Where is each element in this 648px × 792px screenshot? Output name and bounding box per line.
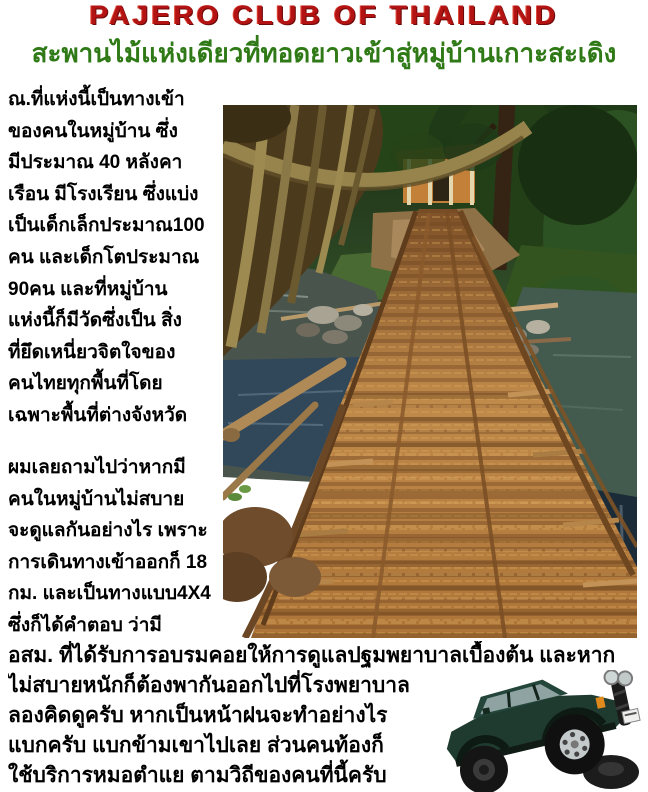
bridge-photo-art bbox=[223, 105, 637, 638]
text-line: ณ.ที่แห่งนี้เป็นทางเข้า bbox=[8, 89, 185, 110]
bridge-photo bbox=[223, 105, 637, 638]
text-line: ใช้บริการหมอตำแย ตามวิถีของคนที่นี้ครับ bbox=[8, 764, 387, 787]
text-line: ผมเลยถามไปว่าหากมี bbox=[8, 457, 186, 478]
text-line: 90คน และที่หมู่บ้าน bbox=[8, 278, 168, 300]
text-line: ซึ่งก็ได้คำตอบ ว่ามี bbox=[8, 614, 162, 636]
text-line: กม. และเป็นทางแบบ4X4 bbox=[8, 583, 211, 605]
article-headline: สะพานไม้แห่งเดียวที่ทอดยาวเข้าสู่หมู่บ้านเกาะสะเดิง bbox=[31, 38, 617, 68]
text-line: ลองคิดดูครับ หากเป็นหน้าฝนจะทำอย่างไร bbox=[8, 704, 388, 727]
text-line: เรือน มีโรงเรียน ซึ่งแบ่ง bbox=[8, 183, 199, 205]
text-line: การเดินทางเข้าออกก็ 18 bbox=[8, 551, 208, 573]
text-line: คนในหมู่บ้านไม่สบาย bbox=[8, 488, 185, 510]
text-line: คน และเด็กโตประมาณ bbox=[8, 246, 200, 268]
page-title: PAJERO CLUB OF THAILAND bbox=[89, 0, 559, 30]
jeep-photo bbox=[428, 670, 648, 792]
text-line: เป็นเด็กเล็กประมาณ100 bbox=[8, 215, 205, 237]
article-column-paragraph-1 bbox=[8, 84, 233, 440]
jeep-photo-art bbox=[428, 670, 648, 792]
text-line: คนไทยทุกพื้นที่โดย bbox=[8, 373, 163, 395]
text-line: แห่งนี้ก็มีวัดซึ่งเป็น สิ่ง bbox=[8, 310, 182, 332]
article-column-paragraph-2 bbox=[8, 452, 233, 644]
text-line: เฉพาะพื้นที่ต่างจังหวัด bbox=[8, 404, 188, 426]
text-line: ไม่สบายหนักก็ต้องพากันออกไปที่โรงพยาบาล bbox=[8, 674, 410, 697]
text-line: อสม. ที่ได้รับการอบรมคอยให้การดูแลปฐมพยาบาลเบื้องต้น และหาก bbox=[8, 644, 616, 667]
text-line: ที่ยึดเหนี่ยวจิตใจของ bbox=[8, 341, 176, 363]
text-line: แบกครับ แบกข้ามเขาไปเลย ส่วนคนท้องก็ bbox=[8, 734, 384, 757]
text-line: ของคนในหมู่บ้าน ซึ่ง bbox=[8, 120, 178, 142]
text-line: มีประมาณ 40 หลังคา bbox=[8, 152, 183, 174]
text-line: จะดูแลกันอย่างไร เพราะ bbox=[8, 520, 208, 542]
